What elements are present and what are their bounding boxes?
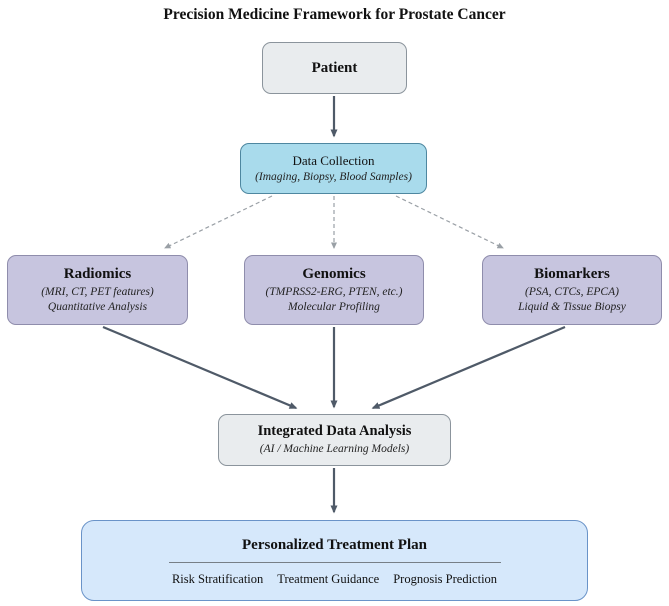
node-patient bbox=[262, 42, 407, 94]
node-integrated-label: Integrated Data Analysis bbox=[257, 423, 412, 440]
node-genomics-line2: Molecular Profiling bbox=[288, 301, 380, 314]
node-personalized-treatment-plan bbox=[81, 520, 588, 601]
treatment-divider-line bbox=[169, 562, 501, 563]
node-genomics-label: Genomics bbox=[302, 266, 366, 283]
dashed-arrow-datacollection-to-radiomics bbox=[165, 196, 272, 248]
treatment-items-row bbox=[172, 571, 497, 588]
node-genomics-line1: (TMPRSS2-ERG, PTEN, etc.) bbox=[265, 285, 403, 298]
node-patient-label: Patient bbox=[311, 59, 358, 76]
node-biomarkers-line2: Liquid & Tissue Biopsy bbox=[518, 301, 626, 314]
diagram-title: Precision Medicine Framework for Prostate Cancer bbox=[163, 6, 506, 23]
node-treatment-label: Personalized Treatment Plan bbox=[242, 537, 427, 554]
node-data-collection-label: Data Collection bbox=[292, 152, 375, 168]
treatment-item-guidance: Treatment Guidance bbox=[277, 571, 380, 586]
arrow-radiomics-to-integrated bbox=[103, 327, 296, 408]
node-integrated-data-analysis bbox=[218, 414, 451, 466]
node-biomarkers-label: Biomarkers bbox=[534, 266, 610, 283]
node-radiomics-line1: (MRI, CT, PET features) bbox=[41, 285, 154, 298]
node-radiomics bbox=[7, 255, 188, 325]
arrow-biomarkers-to-integrated bbox=[373, 327, 565, 408]
treatment-item-risk: Risk Stratification bbox=[171, 571, 264, 586]
node-radiomics-label: Radiomics bbox=[63, 266, 132, 283]
node-biomarkers bbox=[482, 255, 662, 325]
node-integrated-subtitle: (AI / Machine Learning Models) bbox=[259, 443, 410, 456]
node-biomarkers-line1: (PSA, CTCs, EPCA) bbox=[525, 285, 619, 298]
treatment-item-prognosis: Prognosis Prediction bbox=[393, 571, 498, 586]
node-data-collection bbox=[240, 143, 427, 194]
node-radiomics-line2: Quantitative Analysis bbox=[47, 301, 148, 314]
node-data-collection-subtitle: (Imaging, Biopsy, Blood Samples) bbox=[255, 170, 412, 183]
dashed-arrow-datacollection-to-biomarkers bbox=[396, 196, 503, 248]
node-genomics bbox=[244, 255, 424, 325]
